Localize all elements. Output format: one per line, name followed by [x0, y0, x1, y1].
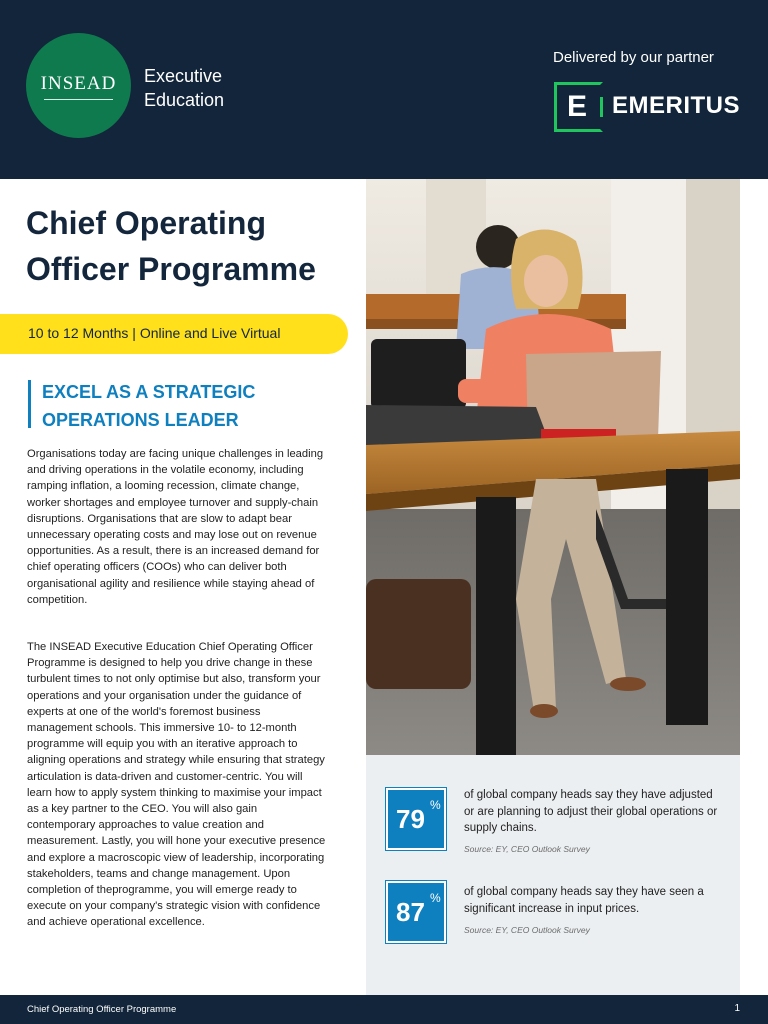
section-heading-line-1: EXCEL AS A STRATEGIC	[42, 382, 256, 402]
stat-description-2: of global company heads say they have seen a significant increase in input prices.	[464, 886, 704, 915]
stat-unit-2: %	[430, 891, 441, 905]
stat-value-1: 79	[396, 804, 425, 834]
stat-source-1: Source: EY, CEO Outlook Survey	[464, 844, 590, 854]
page-number: 1	[734, 1003, 740, 1014]
office-photo-illustration	[366, 179, 740, 755]
page-title	[26, 200, 356, 292]
duration-banner	[0, 314, 348, 354]
page-header	[0, 0, 768, 179]
page-footer	[0, 995, 768, 1024]
stat-unit-1: %	[430, 798, 441, 812]
emeritus-logo-mark	[554, 82, 603, 132]
section-accent-bar	[28, 380, 31, 428]
section-heading-line-2: OPERATIONS LEADER	[42, 410, 239, 430]
stat-badge-2	[386, 881, 446, 943]
insead-logo-rule	[44, 99, 113, 100]
emeritus-logo-letter: E	[567, 90, 588, 123]
partner-label: Delivered by our partner	[553, 49, 714, 66]
emeritus-logo-text: EMERITUS	[612, 92, 741, 119]
executive-education-label	[144, 64, 264, 112]
body-paragraph-1: Organisations today are facing unique challenges in leading and driving operations in the volatile economy, including ramping inflation, a looming recession, climate change, worker shortages and employee turnover and supply-chain disruptions. Organisations that are slow to adapt bear unnecessary operating costs and may lose out on revenue opportunities. As a result, there is an increased demand for chief operating officers (COOs) who can deliver both organisational agility and resilience while staying ahead of competition.	[27, 448, 324, 606]
stat-source-2: Source: EY, CEO Outlook Survey	[464, 925, 590, 935]
exec-label-line2: Education	[144, 90, 225, 110]
body-paragraph-2: The INSEAD Executive Education Chief Operating Officer Programme is designed to help you drive change in these turbulent times to not only optimise but also, transform your operations and your organisation under the guidance of experts at one of the world's foremost business management schools. This immersive 10- to 12-month programme will equip you with an iterative approach to aligning operations and strategy while ensuring that strategy articulation is data-driven and customer-centric. You will learn how to apply system thinking to maximise your impact as a key partner to the CEO. You will also gain contemporary approaches to value creation and measurement. Lastly, you will hone your executive presence and explore a macroscopic view of leadership, incorporating stakeholders, teams and change management. Upon completion of theprogramme, you will emerge ready to execute on your company's strategic vision with confidence and achieve operational excellence.	[27, 641, 326, 929]
title-line-2: Officer Programme	[26, 251, 316, 287]
stat-value-2: 87	[396, 897, 425, 927]
office-photo	[366, 179, 740, 755]
insead-logo-text: INSEAD	[40, 73, 117, 94]
statistics-panel	[366, 755, 740, 995]
stat-badge-1	[386, 788, 446, 850]
stat-description-1: of global company heads say they have adjusted or are planning to adjust their global operations or supply chains.	[464, 789, 718, 834]
insead-logo	[26, 33, 131, 138]
exec-label-line1: Executive	[144, 66, 223, 86]
section-heading	[42, 378, 342, 434]
footer-title: Chief Operating Officer Programme	[27, 1004, 177, 1015]
title-line-1: Chief Operating	[26, 205, 267, 241]
duration-text: 10 to 12 Months | Online and Live Virtual	[28, 325, 281, 341]
